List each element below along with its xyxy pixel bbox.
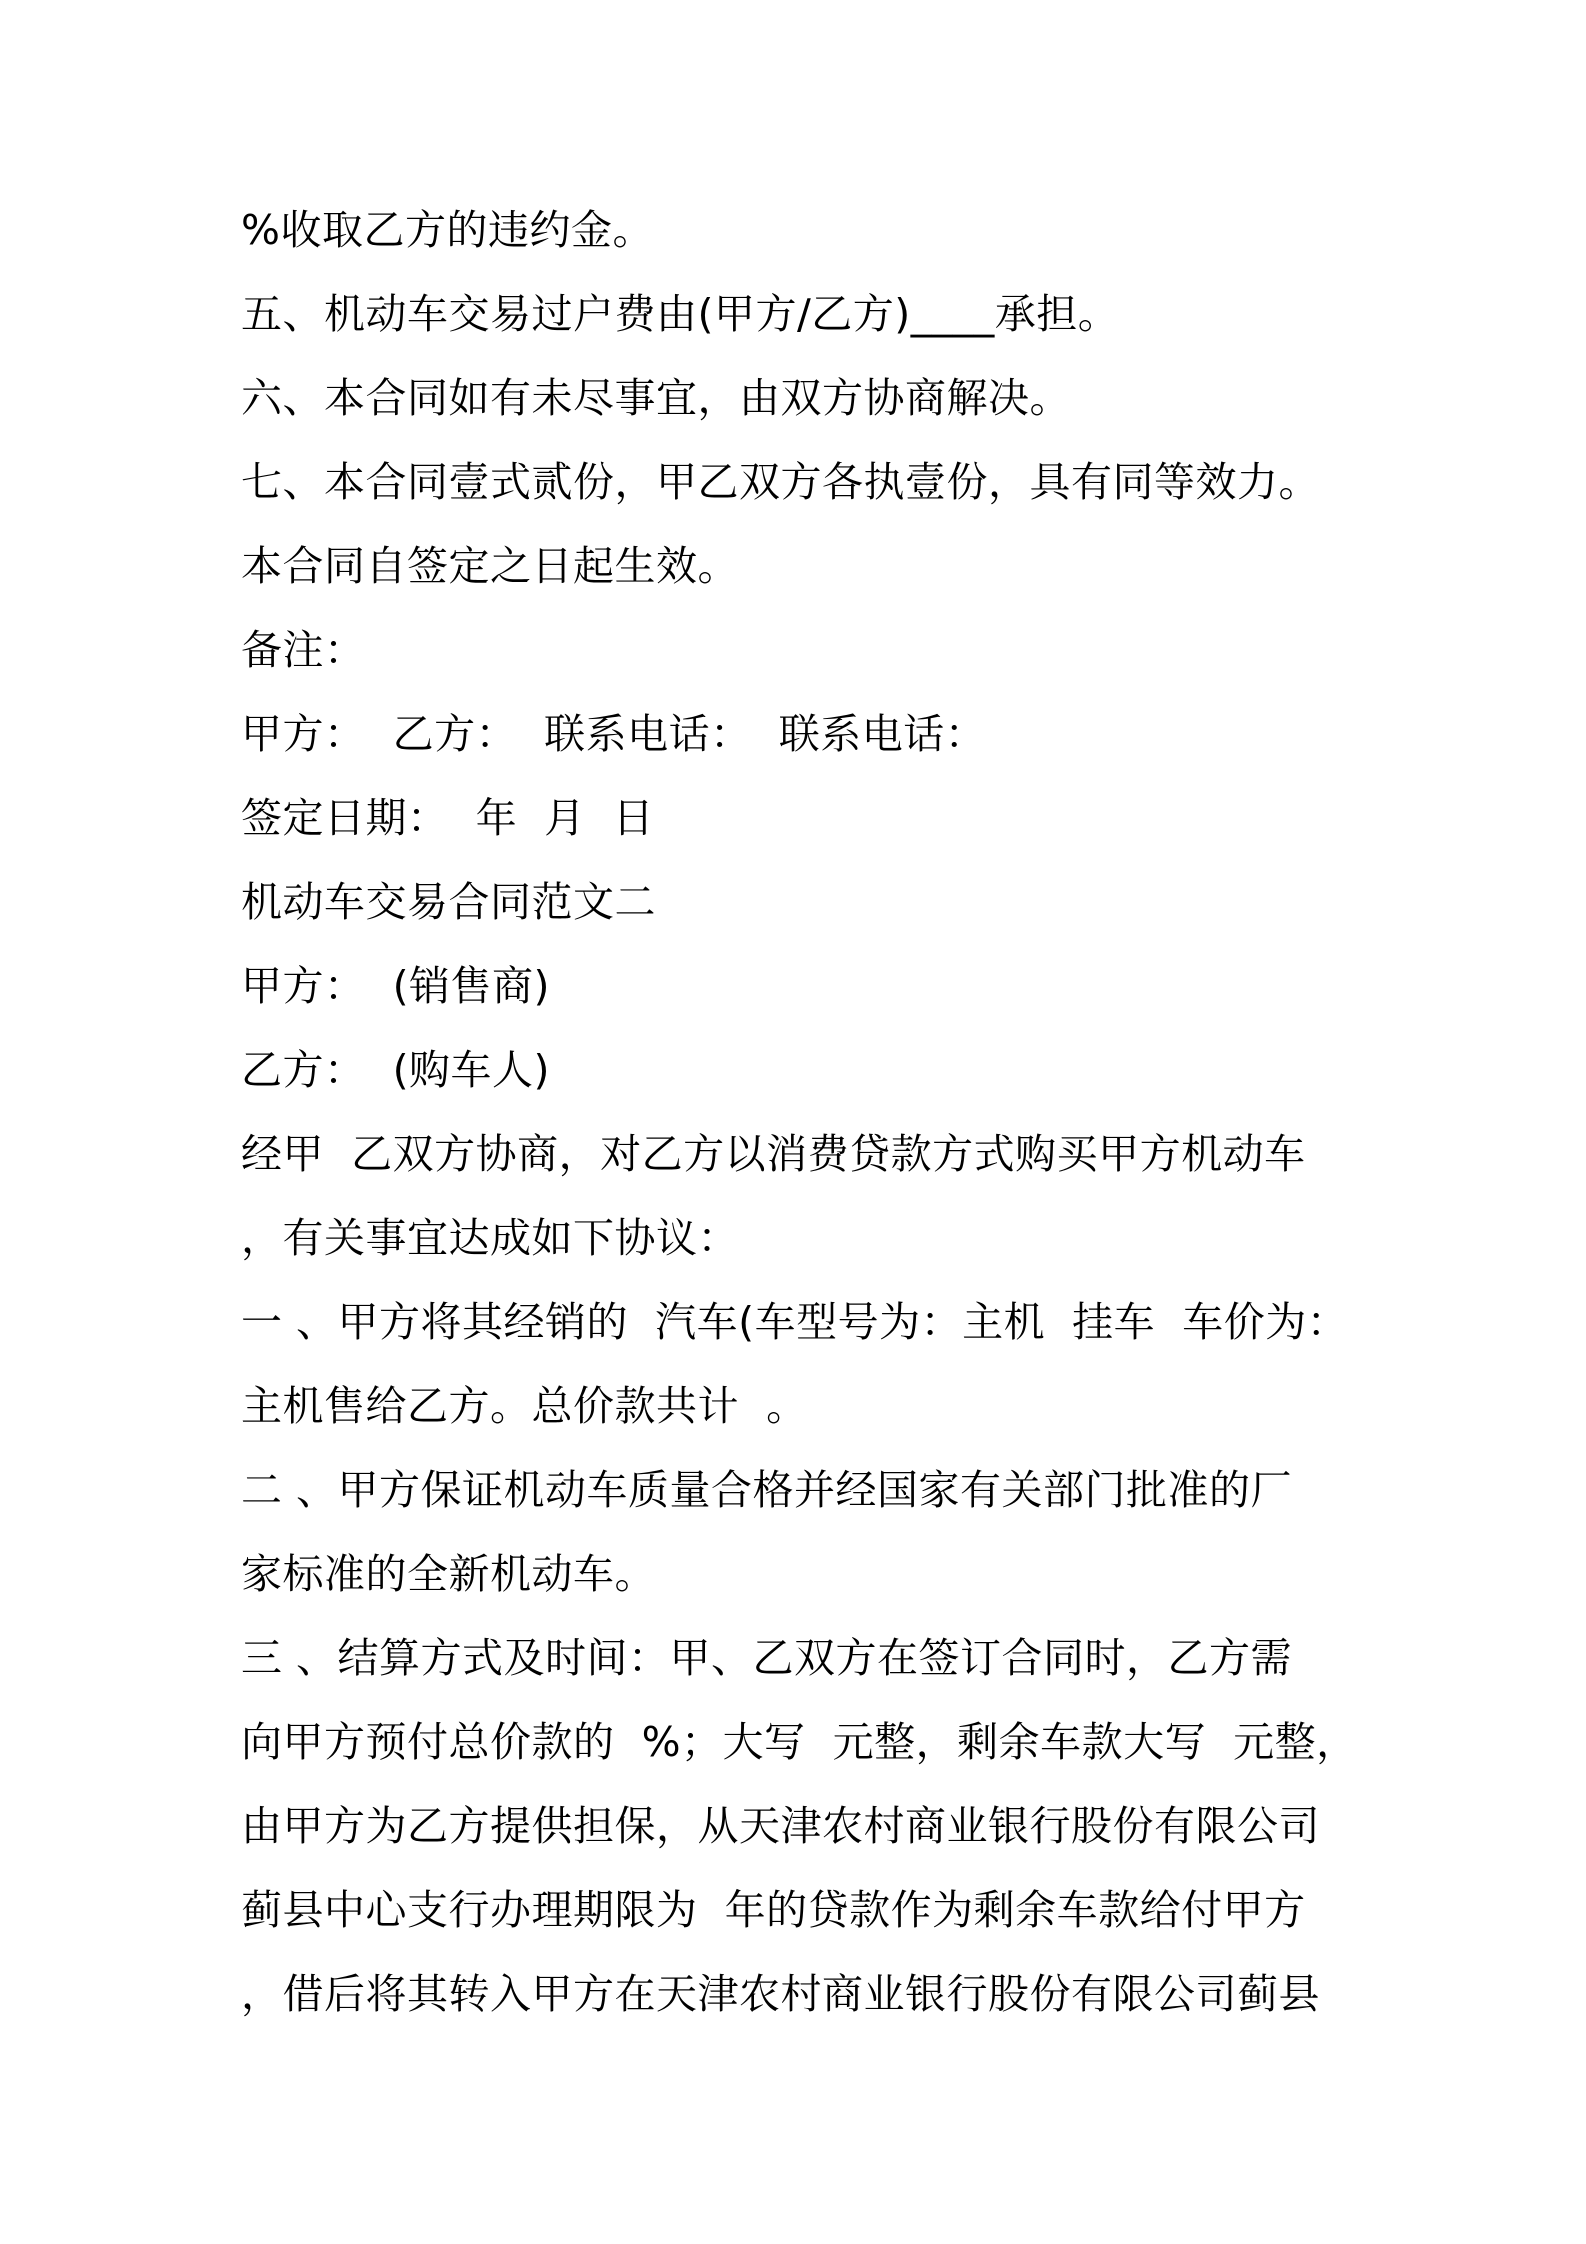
text-line: 五、机动车交易过户费由(甲方/乙方)____承担。 — [241, 290, 1120, 338]
text-line: 甲方： (销售商) — [241, 962, 551, 1010]
text-line: 三 、结算方式及时间：甲、乙双方在签订合同时，乙方需 — [241, 1634, 1293, 1682]
document-body — [241, 188, 1371, 2036]
text-line: 向甲方预付总价款的 %；大写 元整，剩余车款大写 元整， — [241, 1718, 1358, 1766]
text-line: 一 、甲方将其经销的 汽车(车型号为：主机 挂车 车价为： — [241, 1298, 1349, 1346]
text-line: ，有关事宜达成如下协议： — [241, 1214, 739, 1262]
text-line: 签定日期： 年 月 日 — [241, 794, 655, 842]
text-line: ，借后将其转入甲方在天津农村商业银行股份有限公司蓟县 — [241, 1970, 1320, 2018]
text-line: 本合同自签定之日起生效。 — [241, 542, 739, 590]
text-line: 家标准的全新机动车。 — [241, 1550, 656, 1598]
text-line: 由甲方为乙方提供担保，从天津农村商业银行股份有限公司 — [241, 1802, 1320, 1850]
text-line: 七、本合同壹式贰份，甲乙双方各执壹份，具有同等效力。 — [241, 458, 1320, 506]
text-line: 蓟县中心支行办理期限为 年的贷款作为剩余车款给付甲方 — [241, 1886, 1306, 1934]
text-line: 六、本合同如有未尽事宜，由双方协商解决。 — [241, 374, 1071, 422]
text-line: 二 、甲方保证机动车质量合格并经国家有关部门批准的厂 — [241, 1466, 1293, 1514]
text-line: 经甲 乙双方协商，对乙方以消费贷款方式购买甲方机动车 — [241, 1130, 1306, 1178]
text-line: 乙方： (购车人) — [241, 1046, 551, 1094]
text-line: %收取乙方的违约金。 — [241, 206, 654, 254]
text-line: 甲方： 乙方： 联系电话： 联系电话： — [241, 710, 987, 758]
section-title: 机动车交易合同范文二 — [241, 878, 656, 926]
text-line: 备注： — [241, 626, 366, 674]
text-line: 主机售给乙方。总价款共计 。 — [241, 1382, 808, 1430]
